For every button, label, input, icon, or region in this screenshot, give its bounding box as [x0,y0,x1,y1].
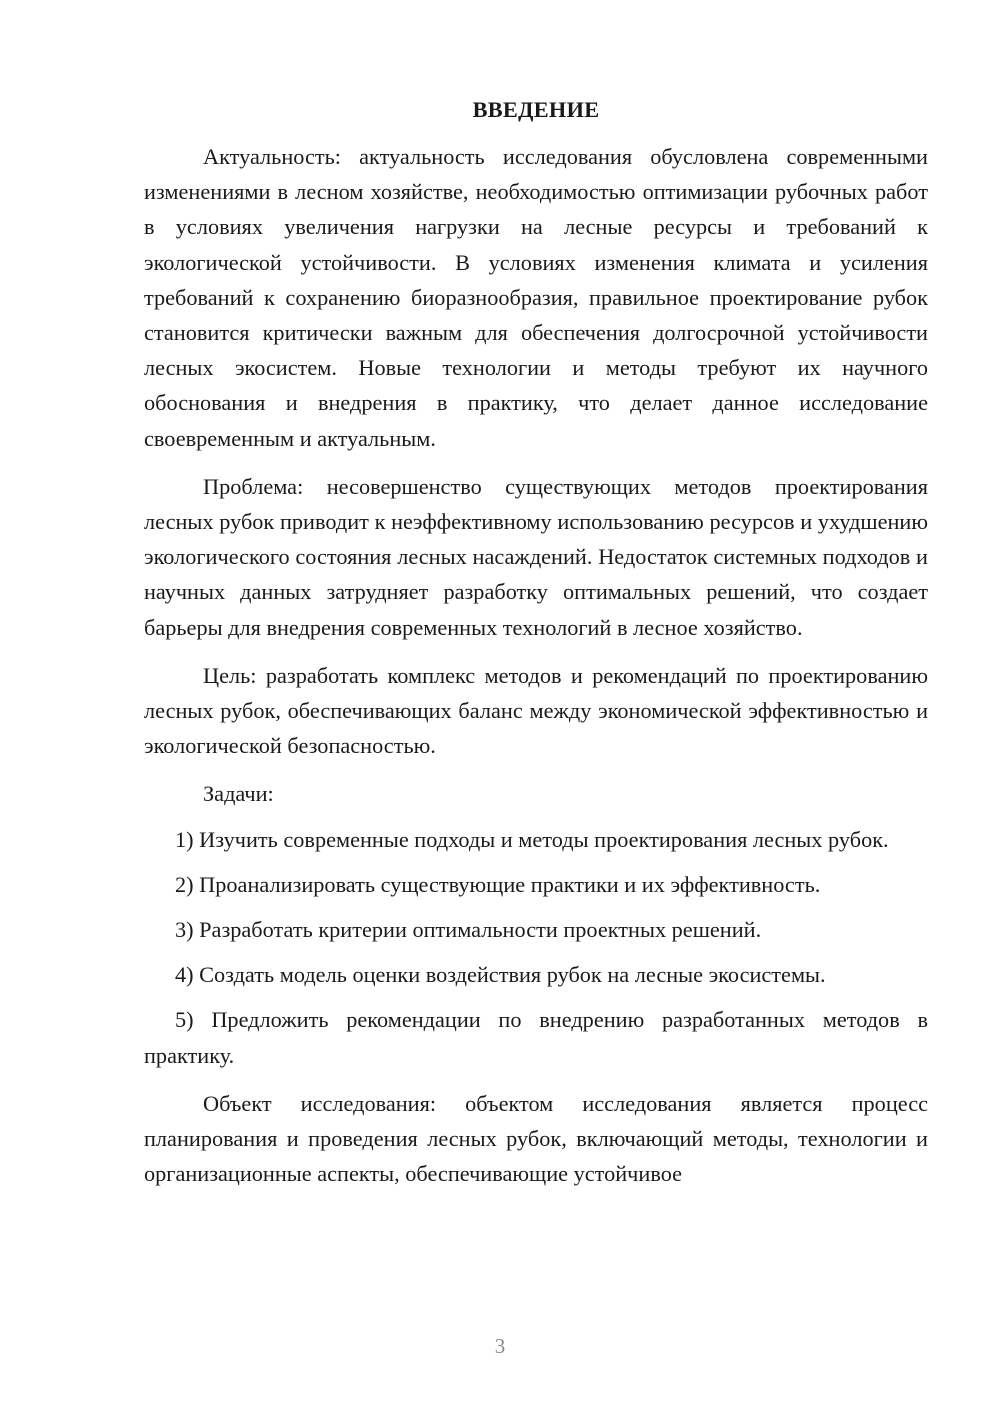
tasks-heading: Задачи: [203,781,274,807]
task-item: 4) Создать модель оценки воздействия рубок на лесные экосистемы. [175,962,826,988]
task-item: 1) Изучить современные подходы и методы проектирования лесных рубок. [175,826,889,852]
document-page [144,94,928,1191]
task-item: 3) Разработать критерии оптимальности проектных решений. [175,917,762,943]
task-item: 2) Проанализировать существующие практики и их эффективность. [175,871,821,897]
page-title: ВВЕДЕНИЕ [472,97,600,122]
paragraph-problem: Проблема: несовершенство существующих методов проектирования лесных рубок приводит к неэффективному использованию ресурсов и ухудшению экологического состояния лесных насаждений. Недостаток системных подходов и научных данных затрудняет разработку оптимальных решений, что создает барьеры для внедрения современных технологий в лесное хозяйство. [144,473,928,640]
paragraph-relevance: Актуальность: актуальность исследования обусловлена современными изменениями в лесном хозяйстве, необходимостью оптимизации рубочных работ в условиях увеличения нагрузки на лесные ресурсы и требований к экологической устойчивости. В условиях изменения климата и усиления требований к сохранению биоразнообразия, правильное проектирование рубок становится критически важным для обеспечения долгосрочной устойчивости лесных экосистем. Новые технологии и методы требуют их научного обоснования и внедрения в практику, что делает данное исследование своевременным и актуальным. [144,144,928,451]
paragraph-goal: Цель: разработать комплекс методов и рекомендаций по проектированию лесных рубок, обеспечивающих баланс между экономической эффективностью и экологической безопасностью. [144,662,928,759]
page-number: 3 [494,1334,506,1358]
paragraph-object: Объект исследования: объектом исследования является процесс планирования и проведения лесных рубок, включающий методы, технологии и организационные аспекты, обеспечивающие устойчивое [144,1090,928,1187]
task-item: 5) Предложить рекомендации по внедрению разработанных методов в практику. [144,1007,928,1068]
